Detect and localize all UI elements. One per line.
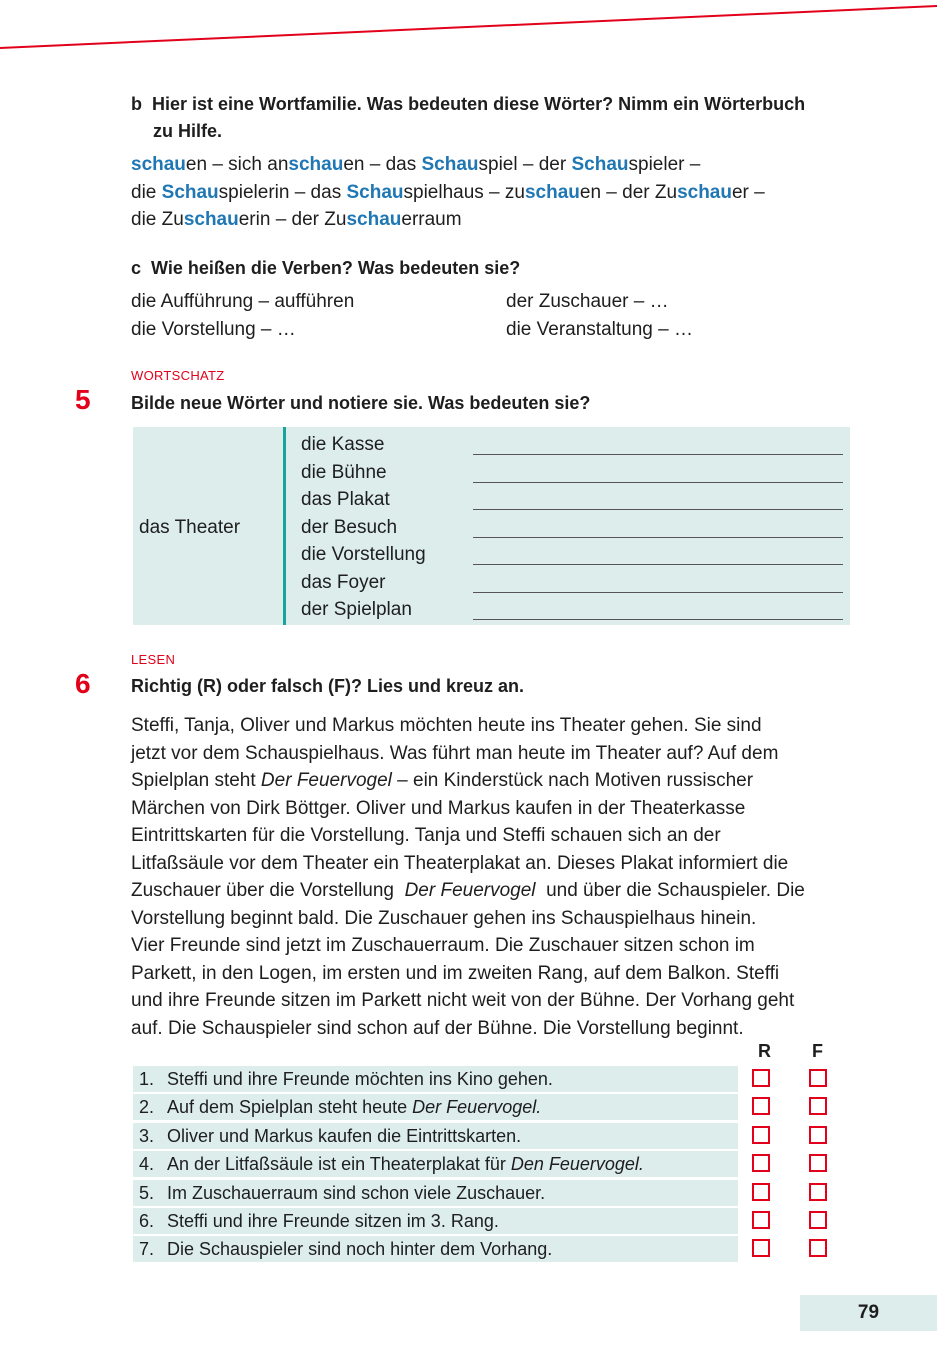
checkbox-r[interactable] xyxy=(752,1097,770,1115)
highlighted-stem: schau xyxy=(183,209,239,230)
checkbox-r[interactable] xyxy=(752,1069,770,1087)
title-italic: Der Feuervogel xyxy=(260,770,392,791)
base-word: das Theater xyxy=(139,517,241,538)
text-segment: Vorstellung beginnt bald. Die Zuschauer gehen ins Schauspielhaus hinein. xyxy=(131,907,757,929)
answer-line[interactable] xyxy=(473,482,843,483)
task-c-left-item: die Aufführung – aufführen xyxy=(131,291,355,312)
checkbox-r[interactable] xyxy=(752,1211,770,1229)
statement-number: 1. xyxy=(139,1069,155,1089)
word-segment: spieler – xyxy=(628,154,701,175)
vocab-separator xyxy=(283,427,286,625)
statement-text xyxy=(139,1093,541,1121)
statement-number: 2. xyxy=(139,1097,155,1118)
task6-instruction: Richtig (R) oder falsch (F)? Lies und kreuz an. xyxy=(131,676,525,696)
checkbox-f[interactable] xyxy=(809,1126,827,1144)
highlighted-stem: Schau xyxy=(421,154,479,175)
word-segment: spielerin – das xyxy=(218,181,347,203)
title-italic: Der Feuervogel xyxy=(404,880,536,901)
reading-line xyxy=(131,850,851,878)
task-b-instruction-line1: Hier ist eine Wortfamilie. Was bedeuten diese Wörter? Nimm ein Wörterbuch xyxy=(152,94,806,114)
statement-number: 6. xyxy=(139,1211,155,1231)
title-italic: Der Feuervogel. xyxy=(412,1097,542,1118)
task-b-instruction-line2: zu Hilfe. xyxy=(153,121,223,141)
task-b-letter: b xyxy=(131,94,142,114)
text-segment: Zuschauer über die Vorstellung xyxy=(131,880,405,901)
checkbox-f[interactable] xyxy=(809,1211,827,1229)
word-segment: erin – der Zu xyxy=(238,209,347,230)
answer-line[interactable] xyxy=(473,454,843,455)
reading-line xyxy=(131,932,851,960)
checkbox-f[interactable] xyxy=(809,1183,827,1201)
vocab-word: die Bühne xyxy=(301,462,387,483)
answer-line[interactable] xyxy=(473,592,843,593)
text-segment: Auf dem Spielplan steht heute xyxy=(167,1097,413,1118)
reading-line xyxy=(131,740,851,768)
statement-number: 3. xyxy=(139,1125,155,1146)
vocab-word: der Spielplan xyxy=(301,599,412,620)
text-segment: Märchen von Dirk Böttger. Oliver und Markus kaufen in der Theaterkasse xyxy=(131,797,746,819)
task-c-right-column xyxy=(506,288,693,343)
vocab-word: das Plakat xyxy=(301,489,390,510)
checkbox-r[interactable] xyxy=(752,1183,770,1201)
vocab-word: der Besuch xyxy=(301,517,398,538)
checkbox-r[interactable] xyxy=(752,1154,770,1172)
statement-number: 7. xyxy=(139,1239,155,1260)
checkbox-f[interactable] xyxy=(809,1069,827,1087)
word-segment: die xyxy=(131,181,162,203)
reading-line xyxy=(131,905,851,933)
text-segment: Spielplan steht xyxy=(131,770,261,791)
word-segment: en – der Zu xyxy=(579,181,678,203)
word-segment: spielhaus – zu xyxy=(403,181,525,203)
task5-section-label: WORTSCHATZ xyxy=(131,368,225,383)
statement-text xyxy=(139,1122,521,1150)
checkbox-f[interactable] xyxy=(809,1239,827,1257)
checkbox-r[interactable] xyxy=(752,1126,770,1144)
highlighted-stem: Schau xyxy=(346,181,404,203)
word-family-lines xyxy=(131,151,765,234)
answer-line[interactable] xyxy=(473,619,843,620)
reading-line xyxy=(131,987,851,1015)
page-number: 79 xyxy=(800,1295,937,1331)
text-segment: auf. Die Schauspieler sind schon auf der Bühne. Die Vorstellung beginnt. xyxy=(131,1017,744,1039)
text-segment: und über die Schauspieler. Die xyxy=(535,880,805,901)
text-segment: Steffi und ihre Freunde möchten ins Kino gehen. xyxy=(167,1069,553,1089)
task-c-left-item: die Vorstellung – … xyxy=(131,318,296,340)
answer-line[interactable] xyxy=(473,564,843,565)
text-segment: An der Litfaßsäule ist ein Theaterplakat für xyxy=(167,1154,511,1175)
statement-text xyxy=(139,1235,552,1263)
column-f-header: F xyxy=(812,1041,823,1061)
reading-line xyxy=(131,877,851,905)
statement-number: 5. xyxy=(139,1182,155,1203)
task-c-instruction-text: Wie heißen die Verben? Was bedeuten sie? xyxy=(151,258,521,278)
highlighted-stem: schau xyxy=(288,154,344,175)
statement-text xyxy=(139,1065,553,1093)
text-segment: jetzt vor dem Schauspielhaus. Was führt man heute im Theater auf? Auf dem xyxy=(131,742,779,764)
vocab-word: die Vorstellung xyxy=(301,544,426,565)
highlighted-stem: schau xyxy=(524,181,580,203)
word-segment: en – das xyxy=(343,154,422,175)
vocab-word: die Kasse xyxy=(301,434,385,455)
word-family-line xyxy=(131,151,765,179)
text-segment: Im Zuschauerraum sind schon viele Zuschauer. xyxy=(167,1182,546,1203)
highlighted-stem: schau xyxy=(131,154,186,175)
statement-text xyxy=(139,1150,644,1178)
checkbox-f[interactable] xyxy=(809,1097,827,1115)
task-c-right-item: der Zuschauer – … xyxy=(506,291,669,312)
task5-number: 5 xyxy=(75,384,91,415)
word-segment: spiel – der xyxy=(478,154,572,175)
word-segment: er – xyxy=(731,181,765,203)
highlighted-stem: schau xyxy=(677,181,732,203)
task6-section-label: LESEN xyxy=(131,652,176,667)
vocab-box xyxy=(133,427,850,625)
reading-line xyxy=(131,1015,851,1043)
text-segment: – ein Kinderstück nach Motiven russischer xyxy=(391,770,754,791)
title-italic: Den Feuervogel. xyxy=(510,1154,644,1175)
statement-text xyxy=(139,1179,545,1207)
word-segment: die Zu xyxy=(131,209,184,230)
reading-line xyxy=(131,822,851,850)
text-segment: Litfaßsäule vor dem Theater ein Theaterplakat an. Dieses Plakat informiert die xyxy=(131,852,789,874)
task5-instruction: Bilde neue Wörter und notiere sie. Was bedeuten sie? xyxy=(131,393,591,413)
answer-line[interactable] xyxy=(473,537,843,538)
text-segment: Parkett, in den Logen, im ersten und im zweiten Rang, auf dem Balkon. Steffi xyxy=(131,962,780,984)
task-c-letter: c xyxy=(131,258,142,278)
task-c-right-item: die Veranstaltung – … xyxy=(506,318,693,340)
text-segment: und ihre Freunde sitzen im Parkett nicht weit von der Bühne. Der Vorhang geht xyxy=(131,990,795,1011)
text-segment: Steffi, Tanja, Oliver und Markus möchten heute ins Theater gehen. Sie sind xyxy=(131,715,762,736)
reading-text xyxy=(131,712,851,1042)
reading-line xyxy=(131,960,851,988)
reading-line xyxy=(131,767,851,795)
vocab-word: das Foyer xyxy=(301,572,386,593)
text-segment: Steffi und ihre Freunde sitzen im 3. Rang. xyxy=(167,1211,499,1231)
text-segment: Eintrittskarten für die Vorstellung. Tanja und Steffi schauen sich an der xyxy=(131,825,721,846)
statement-number: 4. xyxy=(139,1154,155,1175)
statement-text xyxy=(139,1207,499,1235)
checkbox-r[interactable] xyxy=(752,1239,770,1257)
highlighted-stem: schau xyxy=(346,209,402,230)
header-rule xyxy=(0,0,937,60)
highlighted-stem: Schau xyxy=(161,181,219,203)
word-segment: en – sich an xyxy=(185,154,289,175)
text-segment: Oliver und Markus kaufen die Eintrittskarten. xyxy=(167,1125,522,1146)
text-segment: Die Schauspieler sind noch hinter dem Vorhang. xyxy=(167,1239,553,1260)
checkbox-f[interactable] xyxy=(809,1154,827,1172)
reading-line xyxy=(131,712,851,740)
column-r-header: R xyxy=(758,1041,771,1061)
answer-line[interactable] xyxy=(473,509,843,510)
task-b-instruction xyxy=(131,91,805,118)
reading-line xyxy=(131,795,851,823)
word-family-line xyxy=(131,179,765,207)
task-c-instruction xyxy=(131,255,520,282)
task6-number: 6 xyxy=(75,668,91,699)
task-c-left-column xyxy=(131,288,354,343)
word-segment: erraum xyxy=(401,209,462,230)
text-segment: Vier Freunde sind jetzt im Zuschauerraum. Die Zuschauer sitzen schon im xyxy=(131,935,755,956)
word-family-line xyxy=(131,206,765,234)
highlighted-stem: Schau xyxy=(571,154,629,175)
